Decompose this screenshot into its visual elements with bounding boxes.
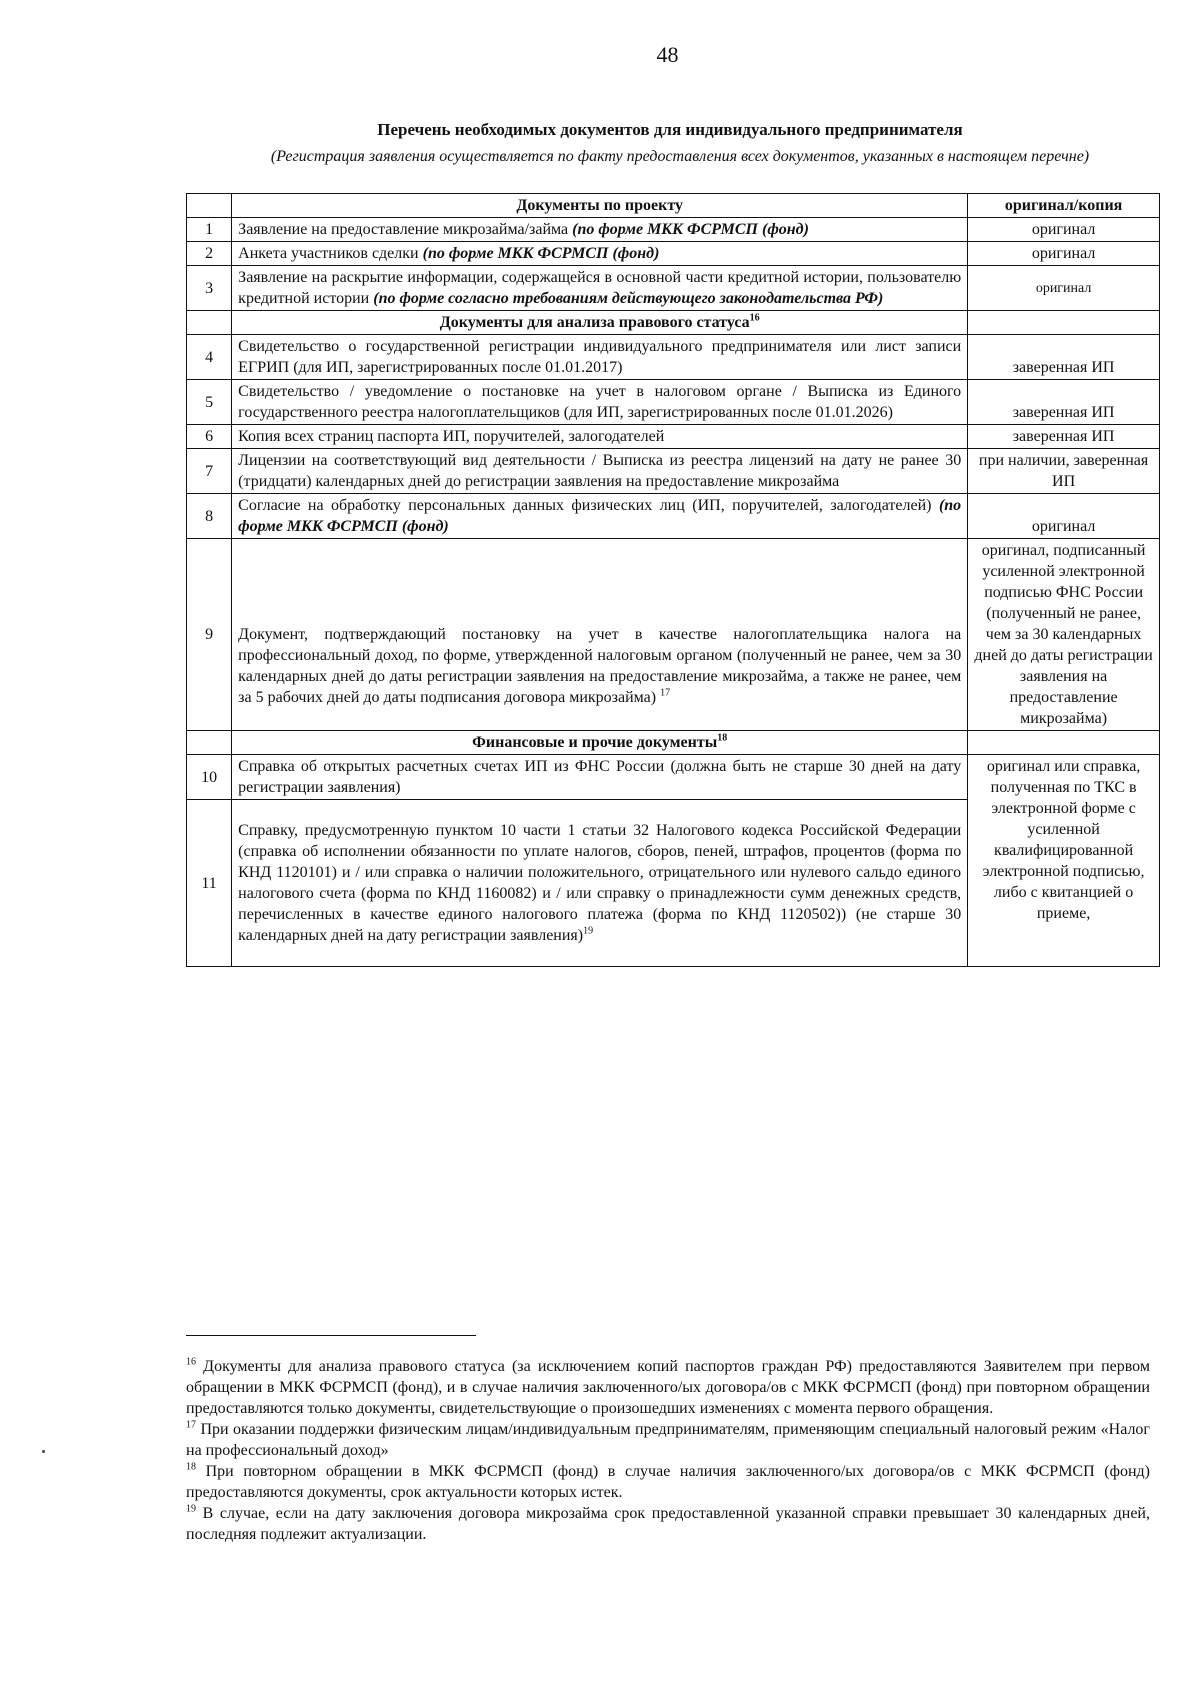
row-number: 5 (187, 380, 232, 425)
row-description: Справку, предусмотренную пунктом 10 части 1 статьи 32 Налогового кодекса Российской Федерации (справка об исполнении обязанности по уплате налогов, сборов, пеней, штрафов, процентов (форма по КНД 1120101) и / или справка о наличии положительного, отрицательного или нулевого сальдо единого налогового счета (форма по КНД 1160082) и / или справку о принадлежности сумм денежных средств, перечисленных в качестве единого налогового платежа (форма по КНД 1120502)) (не старше 30 календарных дней на дату регистрации заявления)$^{19}$ (232, 800, 968, 967)
row-kind: оригинал (968, 218, 1160, 242)
row-description: Свидетельство / уведомление о постановке на учет в налоговом органе / Выписка из Единого государственного реестра налогоплательщиков (для ИП, зарегистрированных после 01.01.2026) (232, 380, 968, 425)
table-header-row (187, 194, 1160, 218)
table-row (187, 218, 1160, 242)
table-row (187, 425, 1160, 449)
row-number: 8 (187, 494, 232, 539)
section-header-row (187, 311, 1160, 335)
row-description: Справка об открытых расчетных счетах ИП из ФНС России (должна быть не старше 30 дней на дату регистрации заявления) (232, 755, 968, 800)
row-description: Согласие на обработку персональных данных физических лиц (ИП, поручителей, залогодателей) (по форме МКК ФСРМСП (фонд) (232, 494, 968, 539)
row-kind: оригинал (968, 494, 1160, 539)
row-description: Заявление на раскрытие информации, содержащейся в основной части кредитной истории, пользователю кредитной истории (по форме согласно требованиям действующего законодательства РФ) (232, 266, 968, 311)
row-number: 4 (187, 335, 232, 380)
section-legal-status: Документы для анализа правового статуса$^{16}$ (232, 311, 968, 335)
row-kind: заверенная ИП (968, 335, 1160, 380)
row-kind: заверенная ИП (968, 425, 1160, 449)
row-number: 6 (187, 425, 232, 449)
row-kind: оригинал (968, 242, 1160, 266)
footnote: $^{19}$ В случае, если на дату заключения договора микрозайма срок предоставленной указанной справки превышает 30 календарных дней, последняя подлежит актуализации. (186, 1503, 1150, 1543)
table-row (187, 266, 1160, 311)
row-kind: оригинал, подписанный усиленной электронной подписью ФНС России (полученный не ранее, чем за 30 календарных дней до даты регистрации заявления на предоставление микрозайма) (968, 539, 1160, 731)
footnote: $^{17}$ При оказании поддержки физическим лицам/индивидуальным предпринимателям, применяющим специальный налоговый режим «Налог на профессиональный доход» (186, 1419, 1150, 1459)
table-row (187, 335, 1160, 380)
row-number: 3 (187, 266, 232, 311)
row-description: Копия всех страниц паспорта ИП, поручителей, залогодателей (232, 425, 968, 449)
header-documents: Документы по проекту (232, 194, 968, 218)
table-row (187, 539, 1160, 731)
row-number: 2 (187, 242, 232, 266)
footnote: $^{16}$ Документы для анализа правового статуса (за исключением копий паспортов граждан РФ) предоставляются Заявителем при первом обращении в МКК ФСРМСП (фонд), и в случае наличия заключенного/ых договора/ов с МКК ФСРМСП (фонд) при повторном обращении предоставляются только документы, свидетельствующие о произошедших изменениях с момента первого обращения. (186, 1356, 1150, 1417)
row-number: 1 (187, 218, 232, 242)
row-kind: при наличии, заверенная ИП (968, 449, 1160, 494)
document-subtitle: (Регистрация заявления осуществляется по факту предоставления всех документов, указанных в настоящем перечне) (270, 148, 1090, 165)
row-number: 7 (187, 449, 232, 494)
document-title: Перечень необходимых документов для индивидуального предпринимателя (377, 120, 963, 139)
row-number: 10 (187, 755, 232, 800)
table-row (187, 242, 1160, 266)
row-number: 9 (187, 539, 232, 731)
row-description: Лицензии на соответствующий вид деятельности / Выписка из реестра лицензий на дату не ранее 30 (тридцати) календарных дней до регистрации заявления на предоставление микрозайма (232, 449, 968, 494)
row-description: Анкета участников сделки (по форме МКК ФСРМСП (фонд) (232, 242, 968, 266)
row-description: Свидетельство о государственной регистрации индивидуального предпринимателя или лист записи ЕГРИП (для ИП, зарегистрированных после 01.01.2017) (232, 335, 968, 380)
page-number: 48 (656, 42, 679, 67)
footnote: $^{18}$ При повторном обращении в МКК ФСРМСП (фонд) в случае наличия заключенного/ых договора/ов с МКК ФСРМСП (фонд) предоставляются документы, срок актуальности которых истек. (186, 1461, 1151, 1501)
section-header-row (187, 731, 1160, 755)
table-row (187, 494, 1160, 539)
footnotes (186, 1356, 1150, 1545)
row-kind: заверенная ИП (968, 380, 1160, 425)
row-kind: оригинал (968, 266, 1160, 311)
row-description: Заявление на предоставление микрозайма/займа (по форме МКК ФСРМСП (фонд) (232, 218, 968, 242)
row-number: 11 (187, 800, 232, 967)
table-row (187, 755, 1160, 800)
table-row (187, 380, 1160, 425)
row-kind: оригинал или справка, полученная по ТКС в электронной форме с усиленной квалифицированной электронной подписью, либо с квитанцией о приеме, (968, 755, 1160, 967)
header-original-copy: оригинал/копия (968, 194, 1160, 218)
section-financial: Финансовые и прочие документы$^{18}$ (232, 731, 968, 755)
table-row (187, 449, 1160, 494)
scan-speck (42, 1450, 45, 1453)
footnote-divider (186, 1335, 476, 1336)
row-description: Документ, подтверждающий постановку на учет в качестве налогоплательщика налога на профессиональный доход, по форме, утвержденной налоговым органом (полученный не ранее, чем за 30 календарных дней до даты регистрации заявления на предоставление микрозайма, а также не ранее, чем за 5 рабочих дней до даты подписания договора микрозайма) $^{17}$ (232, 539, 968, 731)
documents-table (186, 193, 1160, 967)
